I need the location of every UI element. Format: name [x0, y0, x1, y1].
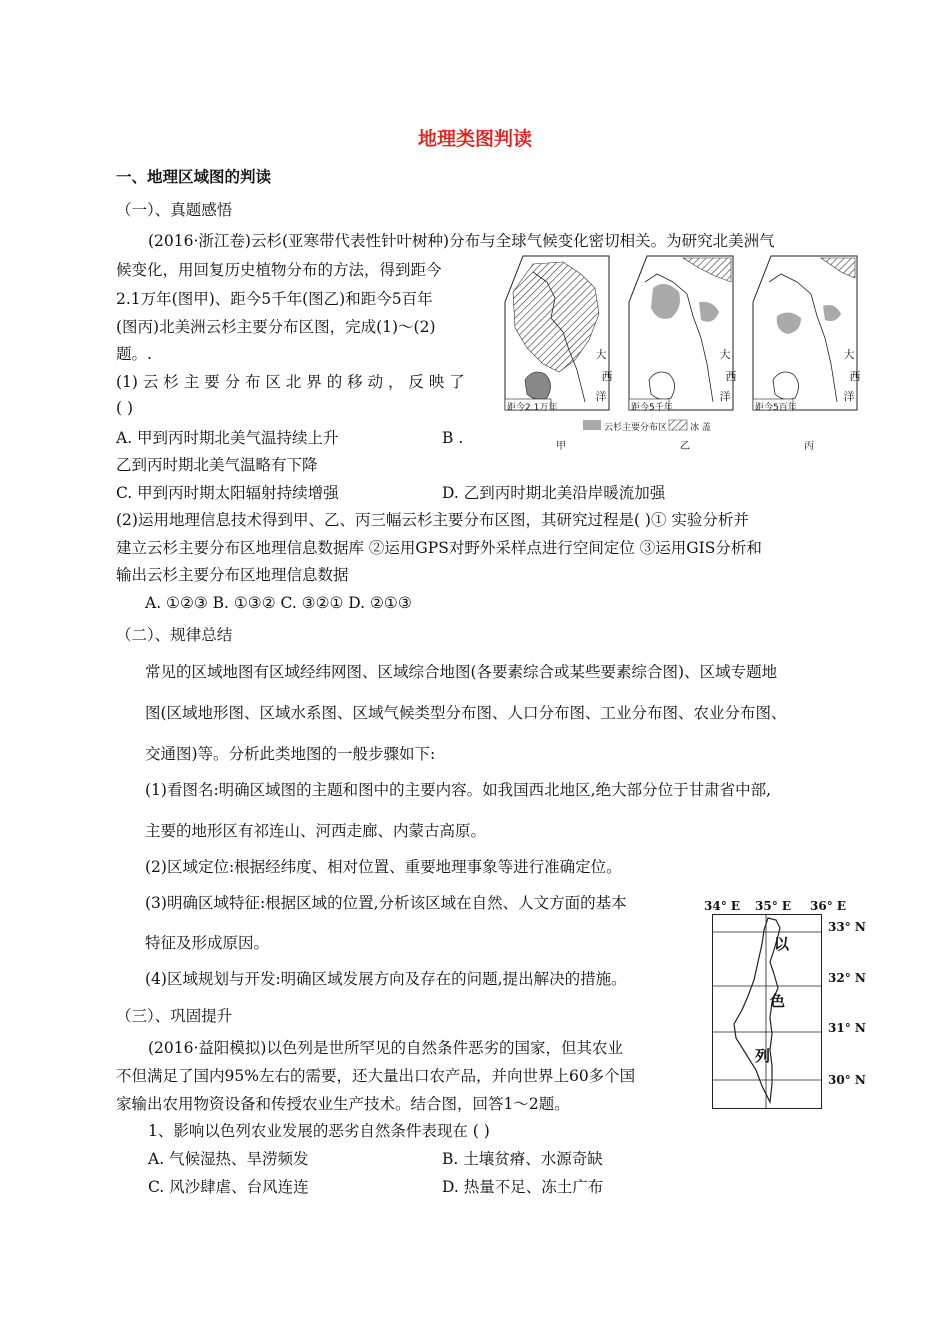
- lon-label-36: 36° E: [810, 899, 847, 913]
- map2-ocean-2: 西: [725, 370, 737, 383]
- rules-p3: (2)区域定位:根据经纬度、相对位置、重要地理事象等进行准确定位。: [145, 858, 622, 876]
- ice-sheet-area: [683, 258, 731, 282]
- section-heading-1: 一、地理区域图的判读: [116, 168, 272, 186]
- subsection-heading-1: （一）、真题感悟: [116, 201, 233, 219]
- spruce-area: [699, 302, 719, 322]
- q2-option-c: C. 风沙肆虐、台风连连: [148, 1178, 309, 1196]
- subsection-heading-2: （二）、规律总结: [116, 626, 233, 644]
- q1-sub2-a: (2)运用地理信息技术得到甲、乙、丙三幅云杉主要分布区图，其研究过程是( )① 实验分析并: [116, 511, 749, 529]
- q1-sub1-a: (1) 云 杉 主 要 分 布 区 北 界 的 移 动 ， 反 映 了: [116, 373, 465, 391]
- rules-p2-b: 主要的地形区有祁连山、河西走廊、内蒙古高原。: [145, 822, 487, 840]
- rules-p2-a: (1)看图名:明确区域图的主题和图中的主要内容。如我国西北地区,绝大部分位于甘肃省中部,: [145, 781, 772, 799]
- q2-option-b: B. 土壤贫瘠、水源奇缺: [442, 1150, 603, 1168]
- rules-p5: (4)区域规划与开发:明确区域发展方向及存在的问题,提出解决的措施。: [145, 970, 627, 988]
- lon-label-35: 35° E: [755, 899, 792, 913]
- map3-ocean-2: 西: [849, 370, 861, 383]
- q1-sub2-options: A. ①②③ B. ①③② C. ③②① D. ②①③: [145, 594, 412, 612]
- legend-spruce-swatch: [583, 420, 601, 430]
- spruce-area: [823, 305, 841, 321]
- lat-label-32: 32° N: [828, 971, 866, 985]
- map2-caption-date: 距今5千年: [631, 403, 673, 413]
- q1-option-b-text: 乙到丙时期北美气温略有下降: [116, 456, 318, 474]
- page-title: 地理类图判读: [417, 128, 532, 150]
- spruce-maps-svg: [503, 252, 863, 452]
- q1-line-2: 候变化，用回复历史植物分布的方法，得到距今: [116, 261, 442, 279]
- q2-line-2: 不但满足了国内95%左右的需要，还大量出口农产品，并向世界上60多个国: [116, 1067, 636, 1085]
- q1-line-1: (2016·浙江卷)云杉(亚寒带代表性针叶树种)分布与全球气候变化密切相关。为研究北美洲气: [148, 232, 775, 250]
- q2-line-1: (2016·益阳模拟)以色列是世所罕见的自然条件恶劣的国家，但其农业: [148, 1039, 623, 1057]
- spruce-area: [525, 372, 551, 399]
- israel-name-1: 以: [774, 935, 790, 953]
- spruce-area: [651, 284, 680, 319]
- q1-sub1-b: ( ): [116, 399, 134, 417]
- q2-line-3: 家输出农用物资设备和传授农业生产技术。结合图，回答1～2题。: [116, 1095, 570, 1113]
- q2-option-a: A. 气候湿热、旱涝频发: [148, 1150, 309, 1168]
- q1-option-d: D. 乙到丙时期北美沿岸暖流加强: [442, 484, 666, 502]
- map3-caption: 丙: [804, 441, 814, 452]
- q1-option-a: A. 甲到丙时期北美气温持续上升: [116, 429, 339, 447]
- map1-ocean-3: 洋: [595, 390, 607, 403]
- q1-sub2-b: 建立云杉主要分布区地理信息数据库 ②运用GPS对野外采样点进行空间定位 ③运用GIS分析和: [116, 539, 762, 557]
- rules-p1-a: 常见的区域地图有区域经纬网图、区域综合地图(各要素综合或某些要素综合图)、区域专题地: [145, 663, 778, 681]
- lat-label-31: 31° N: [828, 1021, 866, 1035]
- q2-question: 1、影响以色列农业发展的恶劣自然条件表现在 ( ): [148, 1122, 490, 1140]
- israel-map-svg: [712, 914, 822, 1110]
- map3-caption-date: 距今5百年: [755, 403, 797, 413]
- israel-name-3: 列: [755, 1047, 771, 1065]
- map2-ocean-3: 洋: [719, 390, 731, 403]
- map1-ocean-2: 西: [601, 370, 613, 383]
- q1-option-b: B .: [442, 429, 464, 447]
- lat-label-33: 33° N: [828, 920, 866, 934]
- spruce-area: [777, 312, 801, 334]
- q1-line-5: 题。.: [116, 345, 152, 363]
- q2-option-d: D. 热量不足、冻土广布: [442, 1178, 604, 1196]
- rules-p4-a: (3)明确区域特征:根据区域的位置,分析该区域在自然、人文方面的基本: [145, 894, 627, 912]
- q1-line-3: 2.1万年(图甲)、距今5千年(图乙)和距今5百年: [116, 290, 433, 308]
- israel-name-2: 色: [770, 992, 786, 1010]
- q1-option-c: C. 甲到丙时期太阳辐射持续增强: [116, 484, 339, 502]
- legend-spruce-label: 云杉主要分布区: [604, 423, 668, 433]
- rules-p1-b: 图(区域地形图、区域水系图、区域气候类型分布图、人口分布图、工业分布图、农业分布图、: [145, 704, 787, 722]
- map1-ocean-1: 大: [595, 348, 607, 361]
- lat-label-30: 30° N: [828, 1073, 866, 1087]
- lon-label-34: 34° E: [704, 899, 741, 913]
- ice-sheet-area: [821, 258, 855, 278]
- map1-caption-date: 距今2.1万年: [507, 403, 558, 413]
- q1-line-4: (图丙)北美洲云杉主要分布区图，完成(1)～(2): [116, 318, 436, 336]
- map2-caption: 乙: [680, 441, 690, 452]
- ice-sheet-area: [513, 262, 599, 372]
- map2-ocean-1: 大: [719, 348, 731, 361]
- legend-ice-label: 冰 盖: [690, 423, 711, 433]
- map1-caption: 甲: [556, 441, 566, 452]
- map3-ocean-3: 洋: [843, 390, 855, 403]
- q1-sub2-c: 输出云杉主要分布区地理信息数据: [116, 566, 349, 584]
- rules-p1-c: 交通图)等。分析此类地图的一般步骤如下:: [145, 745, 436, 763]
- rules-p4-b: 特征及形成原因。: [145, 934, 270, 952]
- legend-ice-swatch: [669, 420, 687, 430]
- subsection-heading-3: （三）、巩固提升: [116, 1007, 233, 1025]
- map3-ocean-1: 大: [843, 348, 855, 361]
